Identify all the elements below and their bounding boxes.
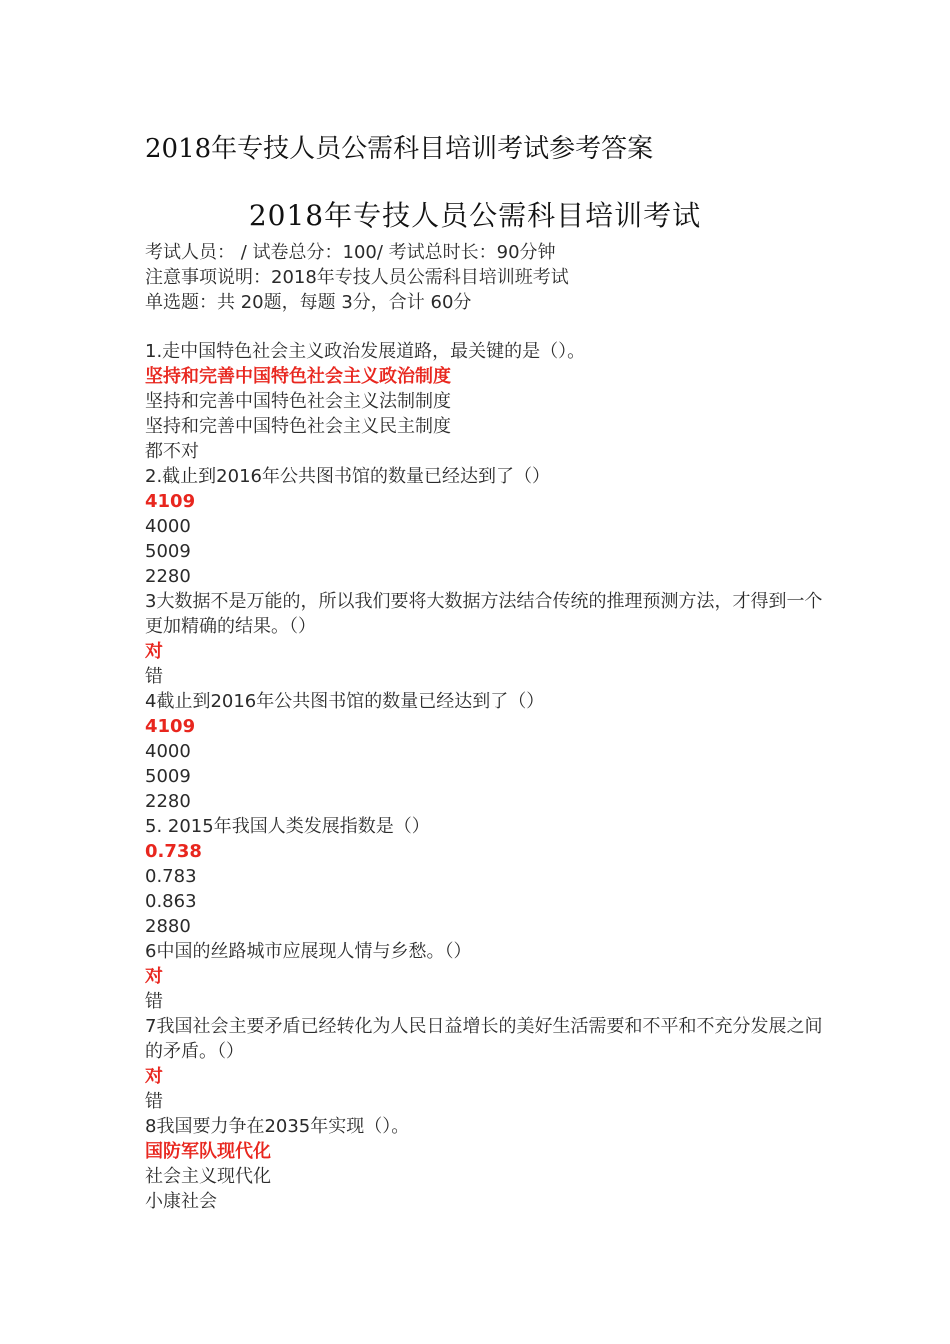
exam-title: 2018年专技人员公需科目培训考试 [248,199,702,232]
question-text: 4截止到2016年公共图书馆的数量已经达到了（） [145,691,545,712]
answer-option: 4000 [145,741,191,762]
correct-answer: 对 [145,641,163,662]
answer-option: 2280 [145,566,191,587]
question-text: 8我国要力争在2035年实现（）。 [145,1116,410,1137]
correct-answer: 对 [145,1066,163,1087]
correct-answer: 对 [145,966,163,987]
correct-answer: 4109 [145,716,196,737]
answer-option: 5009 [145,766,191,787]
question-text: 6中国的丝路城市应展现人情与乡愁。（） [145,941,472,962]
answer-option: 都不对 [145,441,199,462]
question-text: 3大数据不是万能的，所以我们要将大数据方法结合传统的推理预测方法，才得到一个更加精确的结果。（） [145,591,823,637]
correct-answer: 国防军队现代化 [145,1141,271,1162]
section-spacer [145,315,825,339]
answer-option: 2280 [145,791,191,812]
answer-option: 5009 [145,541,191,562]
answer-option: 0.783 [145,866,197,887]
answer-option: 错 [145,991,163,1012]
correct-answer: 4109 [145,491,196,512]
question-text: 1.走中国特色社会主义政治发展道路，最关键的是（）。 [145,341,586,362]
answer-option: 社会主义现代化 [145,1166,271,1187]
answer-option: 4000 [145,516,191,537]
answer-option: 0.863 [145,891,197,912]
question-text: 5. 2015年我国人类发展指数是（） [145,816,430,837]
exam-info-line: 考试人员： / 试卷总分：100/ 考试总时长：90分钟 [145,242,556,263]
exam-scoring-line: 单选题：共 20题，每题 3分，合计 60分 [145,292,472,313]
answer-option: 错 [145,666,163,687]
exam-notice-line: 注意事项说明：2018年专技人员公需科目培训班考试 [145,267,569,288]
answer-option: 错 [145,1091,163,1112]
correct-answer: 0.738 [145,841,202,862]
answer-option: 坚持和完善中国特色社会主义民主制度 [145,416,451,437]
question-text: 7我国社会主要矛盾已经转化为人民日益增长的美好生活需要和不平和不充分发展之间的矛盾。（） [145,1016,823,1062]
question-text: 2.截止到2016年公共图书馆的数量已经达到了（） [145,466,550,487]
answer-option: 坚持和完善中国特色社会主义法制制度 [145,391,451,412]
correct-answer: 坚持和完善中国特色社会主义政治制度 [145,366,451,387]
answer-option: 2880 [145,916,191,937]
document-title: 2018年专技人员公需科目培训考试参考答案 [145,134,654,164]
answer-option: 小康社会 [145,1191,217,1212]
exam-body [145,240,825,1214]
